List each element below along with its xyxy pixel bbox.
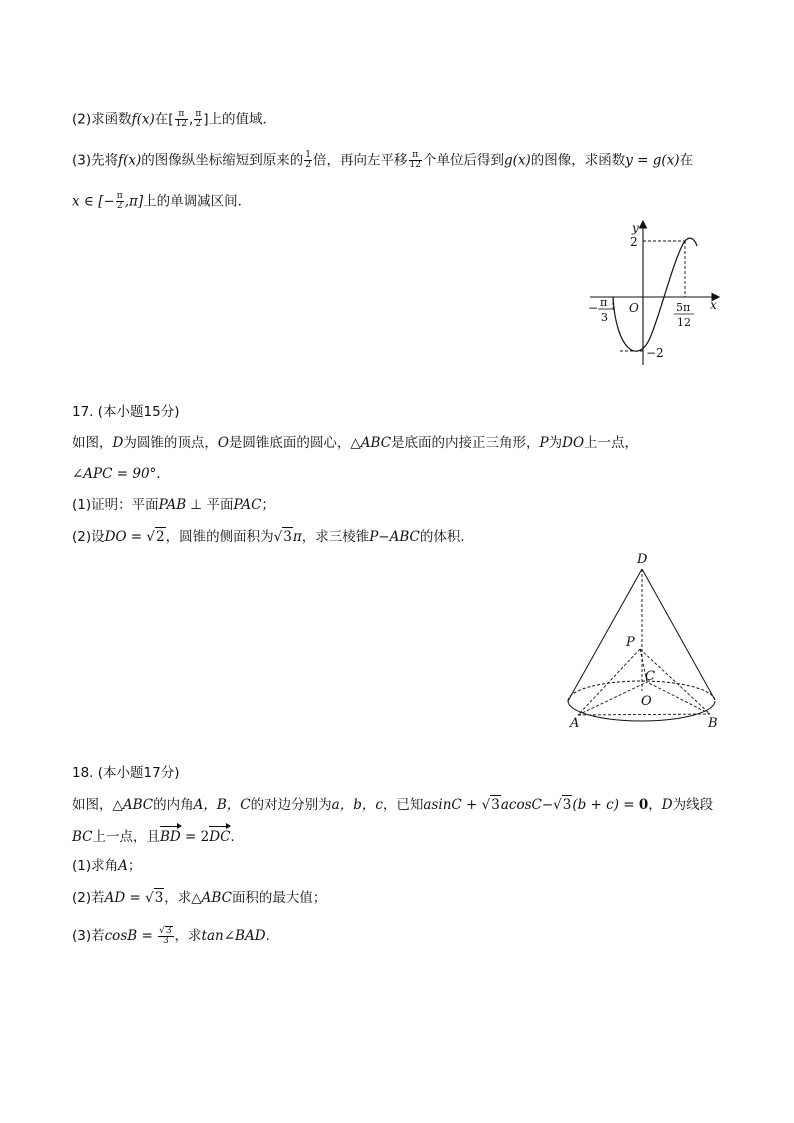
q18-stem-2: BC上一点，且BD = 2DC. <box>72 826 235 846</box>
q18-stem: 如图，△ABC的内角A，B，C的对边分别为a，b，c，已知asinC + √3acosC−√3(b + c) = 0，D为线段 <box>72 797 714 813</box>
q16-part3-line2: x ∈ [− $\frac{\pi}{2}$ ,π]上的单调减区间． <box>72 191 252 211</box>
cone-label-D: D <box>637 552 648 567</box>
label-o: O <box>629 301 639 315</box>
sine-curve <box>613 238 697 351</box>
q17-stem: 如图，D为圆锥的顶点，O是圆锥底面的圆心，△ABC是底面的内接正三角形，P为DO上一点， <box>72 435 639 451</box>
label-y: y <box>632 221 639 235</box>
q16-p2-text-c: ]上的值域． <box>203 111 277 128</box>
q17-part1: (1)证明：平面PAB ⊥ 平面PAC； <box>72 497 275 513</box>
edge-PA <box>578 649 640 715</box>
label-xleft-den: 3 <box>601 311 608 324</box>
frac-pi-2: $\frac{\pi}{2}$ <box>195 109 202 129</box>
cone-label-C: C <box>645 669 655 684</box>
q16-p2-text: (2)求函数 <box>72 111 132 128</box>
label-xleft-num: π <box>600 296 608 309</box>
label-xright-den: 12 <box>677 316 691 329</box>
q18-part1: (1)求角A； <box>72 858 142 874</box>
cone-label-A: A <box>570 716 580 731</box>
fx: f(x) <box>131 111 155 128</box>
q18-header: 18. (本小题17分) <box>72 765 180 781</box>
frac-1-2: $\frac{1}{2}$ <box>305 150 312 170</box>
cone-label-P: P <box>626 635 635 650</box>
frac-sqrt3-3: $\frac{√3}{3}$ <box>159 926 172 946</box>
label-xleft-sign: − <box>588 301 599 315</box>
q18-part3: (3)若cosB = $\frac{√3}{3}$ ，求tan∠BAD. <box>72 926 270 946</box>
frac-pi-12: $\frac{\pi}{12}$ <box>175 109 188 129</box>
label-ymin: −2 <box>646 346 664 360</box>
frac-pi-12-b: $\frac{\pi}{12}$ <box>409 150 421 170</box>
label-x: x <box>710 298 717 312</box>
q16-part2: (2)求函数f(x)在[ $\frac{\pi}{12}$ , $\frac{\pi}{2}$ ]上的值域． <box>72 109 277 129</box>
q16-part3-line1: (3)先将f(x)的图像纵坐标缩短到原来的 $\frac{1}{2}$ 倍，再向左平移 $\frac{\pi}{12}$ 个单位后得到g(x)的图像，求函数y = g(x)在 <box>72 150 694 170</box>
edge-AB <box>578 714 710 715</box>
cone-label-O: O <box>641 694 652 709</box>
label-xright-num: 5π <box>676 301 691 314</box>
cone-label-B: B <box>708 716 718 731</box>
q18-part2: (2)若AD = √3，求△ABC面积的最大值； <box>72 890 327 906</box>
edge-BC <box>647 682 710 714</box>
label-ymax: 2 <box>630 235 638 249</box>
q16-p2-text-b: 在[ <box>154 111 174 128</box>
q17-header: 17. (本小题15分) <box>72 404 180 420</box>
cone-figure <box>560 550 740 735</box>
q17-part2: (2)设DO = √2，圆锥的侧面积为√3π，求三棱锥P−ABC的体积． <box>72 529 474 545</box>
frac-pi-2-b: $\frac{\pi}{2}$ <box>116 191 123 211</box>
q17-angle: ∠APC = 90°. <box>72 466 161 482</box>
sine-graph <box>580 220 760 380</box>
